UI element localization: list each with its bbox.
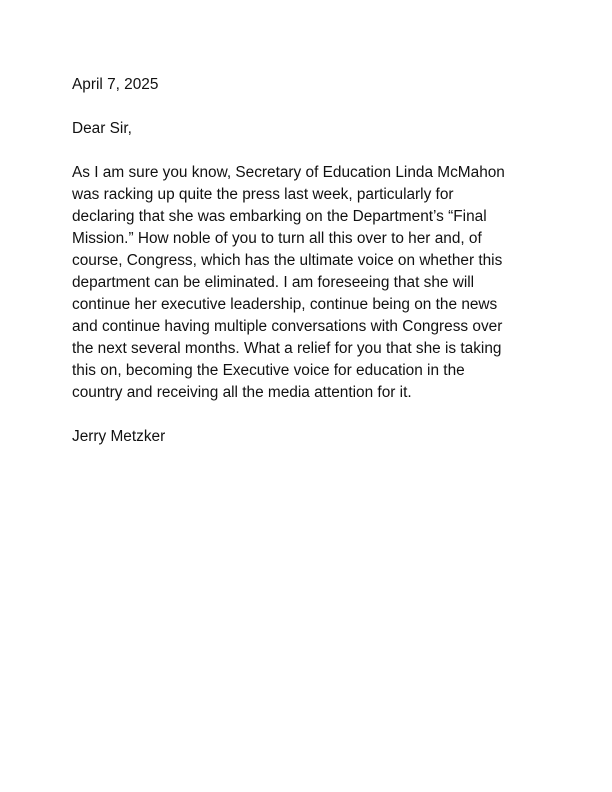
body-line: As I am sure you know, Secretary of Education Linda McMahon [72, 164, 505, 181]
body-line: department can be eliminated. I am foreseeing that she will [72, 274, 475, 291]
body-line: was racking up quite the press last week, particularly for [72, 186, 454, 203]
body-line: continue her executive leadership, continue being on the news [72, 296, 498, 313]
body-line: country and receiving all the media attention for it. [72, 384, 412, 401]
letter [72, 74, 542, 470]
body-line: Mission.” How noble of you to turn all this over to her and, of [72, 230, 482, 247]
body-line: the next several months. What a relief for you that she is taking [72, 340, 502, 357]
body-line: and continue having multiple conversations with Congress over [72, 318, 503, 335]
body-line: declaring that she was embarking on the Department’s “Final [72, 208, 487, 225]
body-line: course, Congress, which has the ultimate voice on whether this [72, 252, 503, 269]
letter-salutation: Dear Sir, [72, 120, 132, 137]
body-line: this on, becoming the Executive voice for education in the [72, 362, 465, 379]
letter-date: April 7, 2025 [72, 76, 159, 93]
letter-body [72, 162, 542, 404]
letter-signature: Jerry Metzker [72, 428, 166, 445]
